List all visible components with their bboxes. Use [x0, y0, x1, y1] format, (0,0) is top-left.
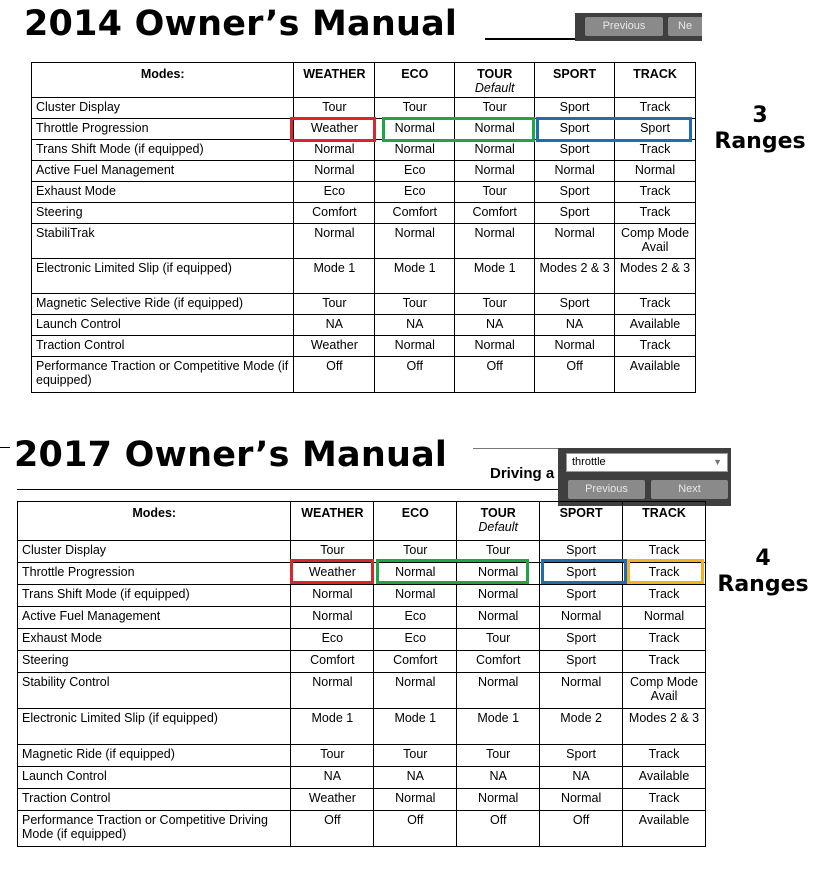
row-label: Active Fuel Management: [18, 607, 291, 629]
table-cell: Sport: [535, 203, 615, 224]
table-cell: Normal: [375, 224, 455, 259]
table-cell: Eco: [374, 607, 457, 629]
table-row: [32, 140, 696, 161]
table-cell: Comp Mode Avail: [623, 673, 706, 709]
drive-modes-table-2017: [17, 501, 706, 847]
column-header-label: Modes:: [132, 506, 177, 520]
table-cell: Weather: [291, 563, 374, 585]
table-cell: Tour: [375, 98, 455, 119]
column-header-label: ECO: [401, 506, 429, 520]
row-label: Throttle Progression: [18, 563, 291, 585]
table-cell: Normal: [455, 224, 535, 259]
table-cell: Track: [615, 294, 696, 315]
table-cell: Off: [374, 811, 457, 847]
highlight-green-2017: [376, 559, 529, 584]
default-label: Default: [474, 81, 515, 95]
table-cell: Off: [294, 357, 375, 393]
table-cell: Track: [615, 203, 696, 224]
table-cell: Track: [615, 336, 696, 357]
next-button[interactable]: Ne: [668, 17, 702, 36]
table-cell: Tour: [457, 541, 540, 563]
table-cell: Sport: [535, 140, 615, 161]
table-cell: Normal: [374, 789, 457, 811]
table-cell: Track: [623, 745, 706, 767]
table-cell: Available: [615, 357, 696, 393]
table-row: [18, 767, 706, 789]
table-cell: Sport: [535, 119, 615, 140]
table-cell: Tour: [455, 182, 535, 203]
row-label: Electronic Limited Slip (if equipped): [32, 259, 294, 294]
table-row: [18, 607, 706, 629]
column-header-label: SPORT: [553, 67, 597, 81]
ranges-count: 3: [752, 103, 768, 128]
header-rule-2014: [485, 38, 577, 40]
table-row: [32, 294, 696, 315]
table-cell: Modes 2 & 3: [615, 259, 696, 294]
table-cell: Off: [457, 811, 540, 847]
table-row: [32, 357, 696, 393]
highlight-yellow-2017: [627, 559, 704, 584]
manual-toolbar-2017: [558, 448, 731, 506]
row-label: Launch Control: [18, 767, 291, 789]
table-row: [32, 98, 696, 119]
heading-2014: 2014 Owner’s Manual: [24, 4, 458, 44]
table-cell: Normal: [291, 607, 374, 629]
table-row: [18, 811, 706, 847]
search-value: throttle: [572, 456, 606, 468]
table-cell: Track: [623, 651, 706, 673]
column-header: [375, 63, 455, 98]
ranges-callout-2017: [714, 546, 812, 598]
table-row: [32, 259, 696, 294]
table-cell: NA: [535, 315, 615, 336]
table-row: [18, 673, 706, 709]
ranges-label: Ranges: [714, 129, 806, 154]
table-cell: Normal: [294, 161, 375, 182]
table-cell: Normal: [291, 585, 374, 607]
table-cell: Track: [615, 98, 696, 119]
table-cell: Sport: [540, 745, 623, 767]
table-cell: Mode 1: [457, 709, 540, 745]
table-cell: Normal: [540, 789, 623, 811]
table-cell: Track: [623, 629, 706, 651]
table-cell: Mode 2: [540, 709, 623, 745]
table-cell: Normal: [457, 789, 540, 811]
table-row: [18, 789, 706, 811]
table-cell: Comfort: [294, 203, 375, 224]
table-cell: Weather: [294, 336, 375, 357]
column-header-label: SPORT: [559, 506, 603, 520]
section-title-driving: Driving a: [490, 465, 555, 482]
table-cell: Available: [623, 767, 706, 789]
table-cell: Sport: [540, 585, 623, 607]
table-cell: Eco: [375, 161, 455, 182]
table-row: [32, 224, 696, 259]
table-cell: Normal: [457, 607, 540, 629]
default-label: Default: [478, 520, 518, 534]
table-cell: Weather: [291, 789, 374, 811]
table-cell: Sport: [535, 182, 615, 203]
ranges-count: 4: [755, 546, 771, 571]
column-header: [535, 63, 615, 98]
dropdown-arrow-icon[interactable]: ▼: [713, 457, 722, 467]
table-row: [32, 315, 696, 336]
table-cell: Off: [291, 811, 374, 847]
table-cell: Normal: [291, 673, 374, 709]
highlight-blue-2014: [536, 117, 692, 142]
highlight-red-2017: [290, 559, 374, 584]
table-cell: Modes 2 & 3: [535, 259, 615, 294]
table-cell: Normal: [375, 119, 455, 140]
table-cell: Tour: [375, 294, 455, 315]
row-label: Cluster Display: [32, 98, 294, 119]
table-cell: Comfort: [291, 651, 374, 673]
table-cell: NA: [457, 767, 540, 789]
table-cell: NA: [540, 767, 623, 789]
column-header-label: TRACK: [642, 506, 686, 520]
table-cell: Sport: [615, 119, 696, 140]
highlight-green-2014: [382, 117, 535, 142]
header-rule-2017: [17, 489, 560, 490]
table-cell: Normal: [455, 336, 535, 357]
drive-modes-table-2014: [31, 62, 696, 393]
table-cell: NA: [291, 767, 374, 789]
table-cell: Sport: [540, 629, 623, 651]
row-label: StabiliTrak: [32, 224, 294, 259]
column-header: [294, 63, 375, 98]
heading-2017: 2017 Owner’s Manual: [14, 435, 448, 475]
table-cell: Normal: [294, 224, 375, 259]
column-header-label: WEATHER: [301, 506, 364, 520]
table-cell: Sport: [540, 651, 623, 673]
table-cell: Mode 1: [374, 709, 457, 745]
table-cell: Mode 1: [291, 709, 374, 745]
column-header: [374, 502, 457, 541]
table-cell: Tour: [291, 745, 374, 767]
column-header-label: WEATHER: [303, 67, 366, 81]
table-cell: Eco: [291, 629, 374, 651]
table-cell: Track: [623, 541, 706, 563]
table-cell: Tour: [455, 294, 535, 315]
table-cell: Normal: [535, 336, 615, 357]
table-cell: Normal: [375, 140, 455, 161]
table-cell: Tour: [374, 745, 457, 767]
table-cell: Normal: [540, 673, 623, 709]
column-header: [623, 502, 706, 541]
header-row: [32, 63, 696, 98]
table-row: [32, 336, 696, 357]
table-cell: Tour: [291, 541, 374, 563]
search-input[interactable]: [566, 453, 728, 472]
table-cell: Tour: [457, 629, 540, 651]
table-cell: Sport: [535, 98, 615, 119]
column-header-label: ECO: [401, 67, 429, 81]
table-cell: Tour: [455, 98, 535, 119]
table-cell: Normal: [535, 161, 615, 182]
row-label: Steering: [18, 651, 291, 673]
table-cell: NA: [294, 315, 375, 336]
row-label: Traction Control: [32, 336, 294, 357]
previous-button[interactable]: Previous: [585, 17, 663, 36]
column-header: [32, 63, 294, 98]
table-cell: Available: [615, 315, 696, 336]
row-label: Steering: [32, 203, 294, 224]
table-cell: Normal: [375, 336, 455, 357]
table-cell: Normal: [535, 224, 615, 259]
table-cell: Normal: [623, 607, 706, 629]
table-cell: Off: [455, 357, 535, 393]
table-cell: Comfort: [374, 651, 457, 673]
row-label: Active Fuel Management: [32, 161, 294, 182]
table-row: [18, 651, 706, 673]
table-cell: NA: [374, 767, 457, 789]
table-cell: Normal: [374, 585, 457, 607]
manual-toolbar-2014: [575, 13, 702, 41]
highlight-red-2014: [290, 117, 376, 142]
table-cell: Off: [535, 357, 615, 393]
row-label: Performance Traction or Competitive Mode (if equipped): [32, 357, 294, 393]
column-header-label: TOUR: [477, 67, 513, 81]
table-cell: Track: [623, 585, 706, 607]
row-label: Performance Traction or Competitive Driving Mode (if equipped): [18, 811, 291, 847]
row-label: Launch Control: [32, 315, 294, 336]
table-cell: Comp Mode Avail: [615, 224, 696, 259]
table-row: [32, 161, 696, 182]
row-label: Traction Control: [18, 789, 291, 811]
table-cell: Sport: [540, 541, 623, 563]
table-cell: Eco: [374, 629, 457, 651]
column-header: [615, 63, 696, 98]
column-header-label: Modes:: [140, 67, 185, 81]
table-cell: Normal: [294, 140, 375, 161]
table-cell: Available: [623, 811, 706, 847]
table-cell: Tour: [294, 98, 375, 119]
table-cell: Normal: [374, 563, 457, 585]
next-button[interactable]: Next: [651, 480, 728, 499]
table-cell: Tour: [294, 294, 375, 315]
table-cell: NA: [455, 315, 535, 336]
table-cell: Track: [615, 140, 696, 161]
table-cell: Off: [375, 357, 455, 393]
row-label: Cluster Display: [18, 541, 291, 563]
column-header-label: TOUR: [480, 506, 516, 520]
row-label: Exhaust Mode: [18, 629, 291, 651]
table-row: [18, 709, 706, 745]
table-cell: Normal: [455, 119, 535, 140]
column-header: [18, 502, 291, 541]
table-cell: Mode 1: [294, 259, 375, 294]
column-header: [291, 502, 374, 541]
highlight-blue-2017: [541, 559, 627, 584]
column-header: [455, 63, 535, 98]
table-cell: Sport: [540, 563, 623, 585]
table-row: [32, 203, 696, 224]
row-label: Exhaust Mode: [32, 182, 294, 203]
table-row: [32, 182, 696, 203]
previous-button[interactable]: Previous: [568, 480, 645, 499]
table-cell: Eco: [294, 182, 375, 203]
table-cell: Mode 1: [455, 259, 535, 294]
table-cell: Tour: [374, 541, 457, 563]
table-cell: Normal: [457, 585, 540, 607]
table-cell: Normal: [455, 161, 535, 182]
table-cell: Modes 2 & 3: [623, 709, 706, 745]
table-cell: Normal: [615, 161, 696, 182]
row-label: Throttle Progression: [32, 119, 294, 140]
table-cell: Normal: [540, 607, 623, 629]
table-row: [18, 585, 706, 607]
column-header: [540, 502, 623, 541]
row-label: Trans Shift Mode (if equipped): [18, 585, 291, 607]
column-header: [457, 502, 540, 541]
table-cell: Track: [623, 563, 706, 585]
header-row: [18, 502, 706, 541]
row-label: Trans Shift Mode (if equipped): [32, 140, 294, 161]
table-cell: Off: [540, 811, 623, 847]
table-cell: Eco: [375, 182, 455, 203]
top-left-tick: [0, 447, 10, 448]
table-cell: Tour: [457, 745, 540, 767]
row-label: Magnetic Selective Ride (if equipped): [32, 294, 294, 315]
column-header-label: TRACK: [633, 67, 677, 81]
ranges-callout-2014: [712, 103, 808, 155]
row-label: Electronic Limited Slip (if equipped): [18, 709, 291, 745]
table-cell: Normal: [457, 673, 540, 709]
table-cell: Track: [623, 789, 706, 811]
header-rule-2017-top: [473, 448, 563, 449]
table-cell: NA: [375, 315, 455, 336]
table-cell: Comfort: [457, 651, 540, 673]
table-row: [18, 629, 706, 651]
ranges-label: Ranges: [717, 572, 809, 597]
table-cell: Normal: [455, 140, 535, 161]
row-label: Magnetic Ride (if equipped): [18, 745, 291, 767]
table-cell: Sport: [535, 294, 615, 315]
table-cell: Normal: [374, 673, 457, 709]
row-label: Stability Control: [18, 673, 291, 709]
table-cell: Comfort: [375, 203, 455, 224]
table-cell: Mode 1: [375, 259, 455, 294]
table-row: [18, 745, 706, 767]
table-cell: Weather: [294, 119, 375, 140]
table-cell: Comfort: [455, 203, 535, 224]
table-cell: Track: [615, 182, 696, 203]
table-cell: Normal: [457, 563, 540, 585]
